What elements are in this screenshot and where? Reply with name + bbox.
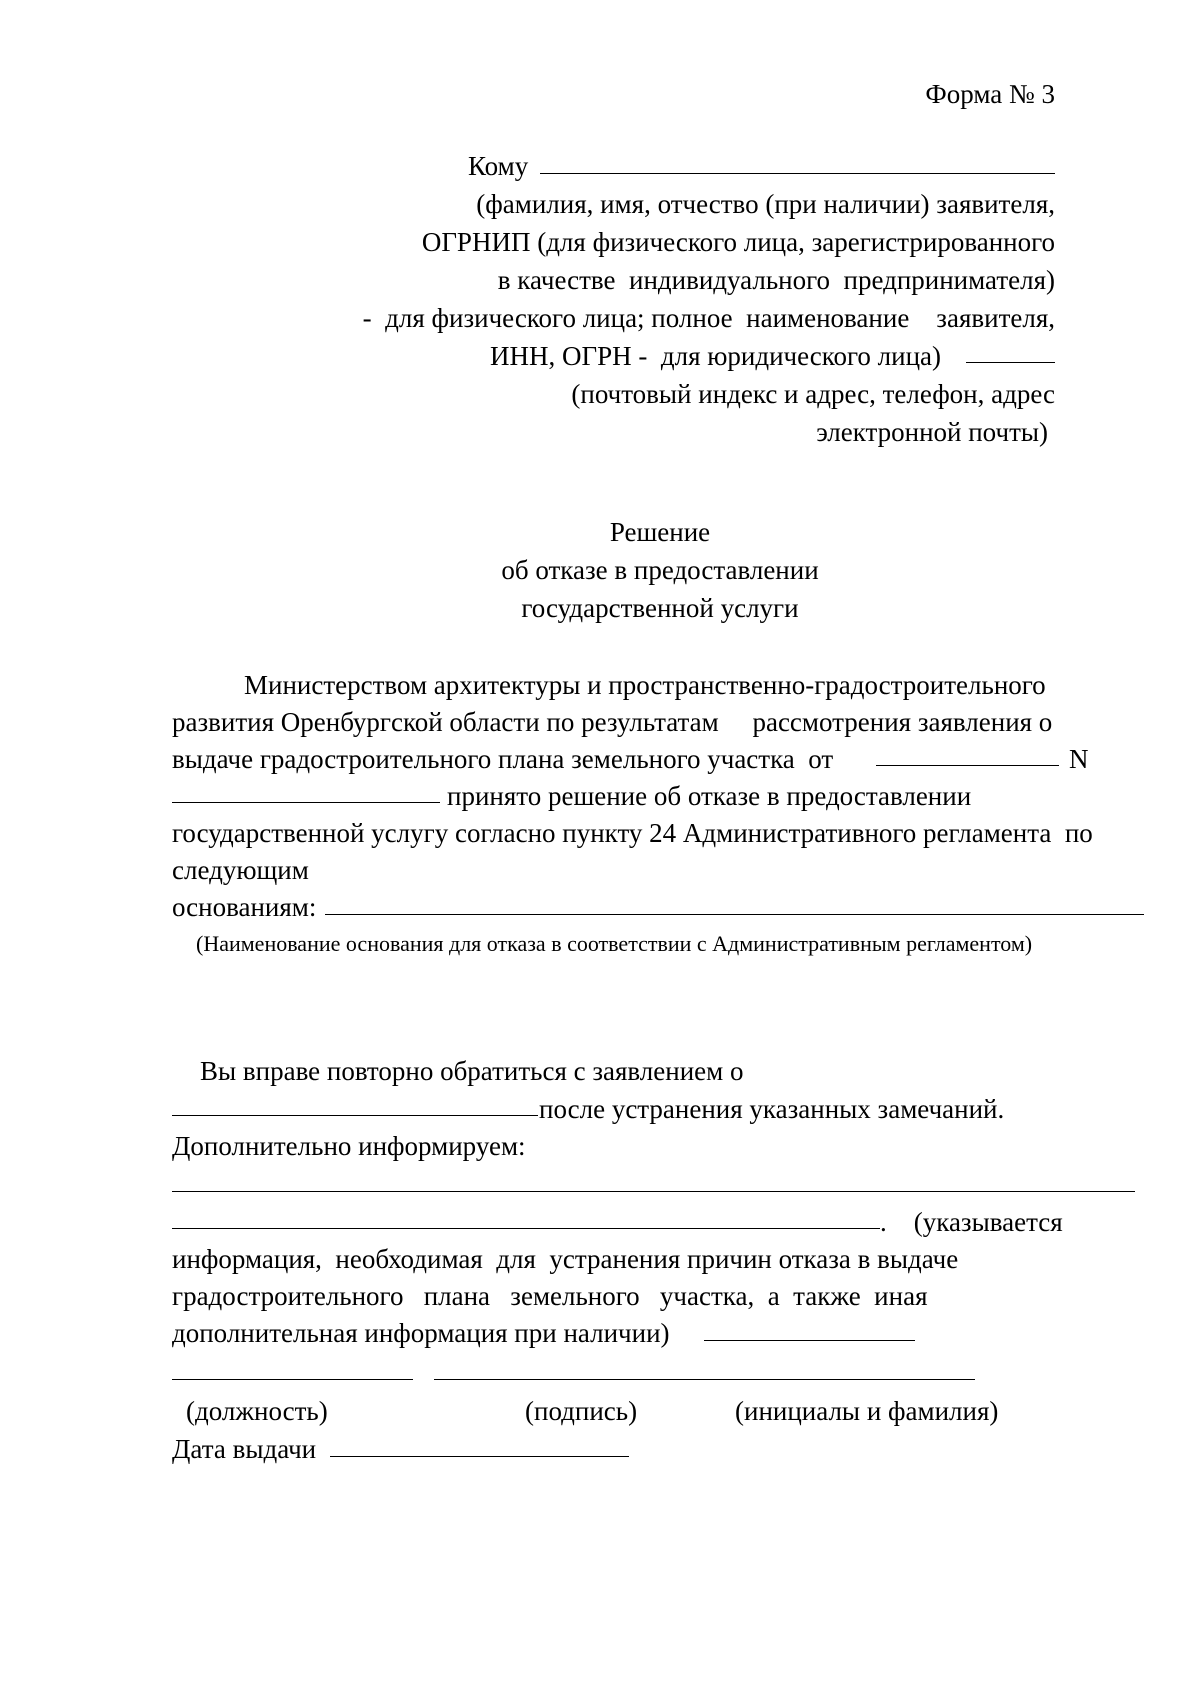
addressee-name-line[interactable]: [540, 173, 1055, 174]
issue-date-line[interactable]: [330, 1456, 629, 1457]
addressee-caption-line-5: ИНН, ОГРН - для юридического лица): [490, 341, 942, 371]
position-label: (должность): [186, 1396, 328, 1426]
addressee-address-line[interactable]: [966, 362, 1055, 363]
addressee-caption-line-4: - для физического лица; полное наименование заявителя,: [362, 303, 1055, 333]
body-p1-line-5: государственной услугу согласно пункту 24 Административного регламента по: [172, 818, 1093, 848]
document-title-line-2: об отказе в предоставлении: [501, 555, 819, 585]
addressee-caption-line-1: (фамилия, имя, отчество (при наличии) заявителя,: [476, 189, 1055, 219]
addressee-caption-line-3: в качестве индивидуального предпринимателя): [497, 265, 1055, 295]
application-date-line[interactable]: [876, 765, 1059, 766]
form-number: Форма № 3: [925, 79, 1055, 109]
body-p1-line-6: следующим: [172, 855, 309, 885]
to-label: Кому: [468, 151, 529, 181]
additional-info-line-1[interactable]: [172, 1191, 1135, 1192]
signature-name-line[interactable]: [434, 1379, 975, 1380]
body-p1-line-4: принято решение об отказе в предоставлении: [447, 781, 972, 811]
document-title-line-3: государственной услуги: [521, 593, 799, 623]
issue-date-label: Дата выдачи: [172, 1434, 317, 1464]
reapply-subject-line[interactable]: [172, 1115, 538, 1116]
body-p1-line-3: выдаче градостроительного плана земельного участка от: [172, 744, 834, 774]
body-p3-line-6: дополнительная информация при наличии): [172, 1318, 670, 1348]
addressee-caption-line-2: ОГРНИП (для физического лица, зарегистрированного: [421, 227, 1055, 257]
name-label: (инициалы и фамилия): [735, 1396, 999, 1426]
body-p2-line-1: Вы вправе повторно обратиться с заявлением о: [200, 1056, 744, 1086]
body-p1-line-7: основаниям:: [172, 892, 317, 922]
grounds-line[interactable]: [325, 914, 1144, 915]
signature-label: (подпись): [525, 1396, 638, 1426]
additional-info-line-3[interactable]: [704, 1340, 915, 1341]
document-title-line-1: Решение: [609, 517, 711, 547]
application-number-line[interactable]: [172, 802, 440, 803]
body-p3-line-5: градостроительного плана земельного участка, а также иная: [172, 1281, 928, 1311]
position-line[interactable]: [172, 1379, 413, 1380]
body-p1-line-1: Министерством архитектуры и пространственно-градостроительного: [244, 670, 1046, 700]
body-p2-line-2: после устранения указанных замечаний.: [539, 1094, 1005, 1124]
addressee-caption-line-7: электронной почты): [816, 417, 1048, 447]
additional-info-line-2[interactable]: [172, 1228, 880, 1229]
body-p1-line-2: развития Оренбургской области по результатам рассмотрения заявления о: [172, 707, 1053, 737]
body-p3-line-3: . (указывается: [880, 1207, 1063, 1237]
addressee-caption-line-6: (почтовый индекс и адрес, телефон, адрес: [571, 379, 1055, 409]
grounds-caption: (Наименование основания для отказа в соответствии с Административным регламентом): [196, 931, 1033, 956]
body-p3-line-4: информация, необходимая для устранения причин отказа в выдаче: [172, 1244, 959, 1274]
number-sign: N: [1069, 744, 1089, 774]
body-p3-line-1: Дополнительно информируем:: [172, 1131, 526, 1161]
